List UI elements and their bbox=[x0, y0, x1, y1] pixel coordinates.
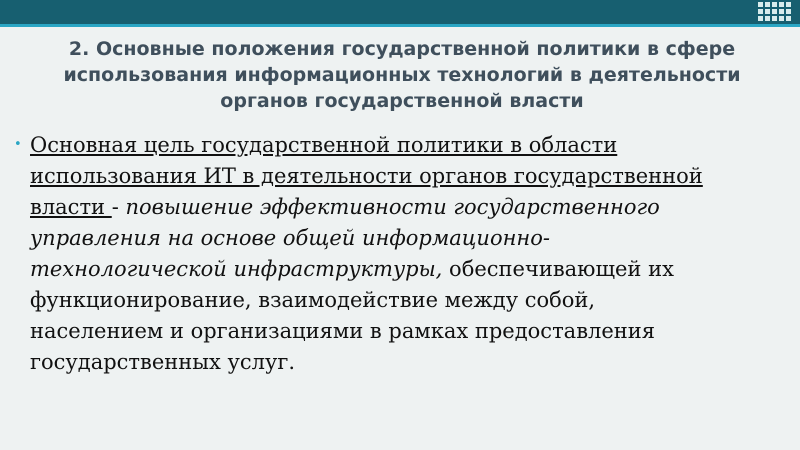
bullet-icon: • bbox=[14, 137, 22, 152]
underlined-definition: Основная цель государственной политики в области использования ИТ в деятельности органов государственной власти bbox=[30, 133, 703, 219]
dash-separator: - bbox=[111, 195, 126, 219]
bullet-item bbox=[14, 130, 714, 378]
decorative-squares bbox=[758, 0, 794, 24]
slide-title: 2. Основные положения государственной политики в сфере использования информационных технологий в деятельности органов государственной власти bbox=[63, 38, 741, 112]
slide-content bbox=[14, 130, 714, 378]
header-band bbox=[0, 0, 800, 24]
italic-goal: повышение эффективности государственного управления на основе общей информационно-технологической инфраструктуры, bbox=[30, 195, 660, 281]
accent-line bbox=[0, 24, 800, 27]
bullet-paragraph bbox=[30, 130, 714, 378]
paragraph-rest: обеспечивающей их функционирование, взаимодействие между собой, населением и организациями в рамках предоставления государственных услуг. bbox=[30, 257, 674, 374]
